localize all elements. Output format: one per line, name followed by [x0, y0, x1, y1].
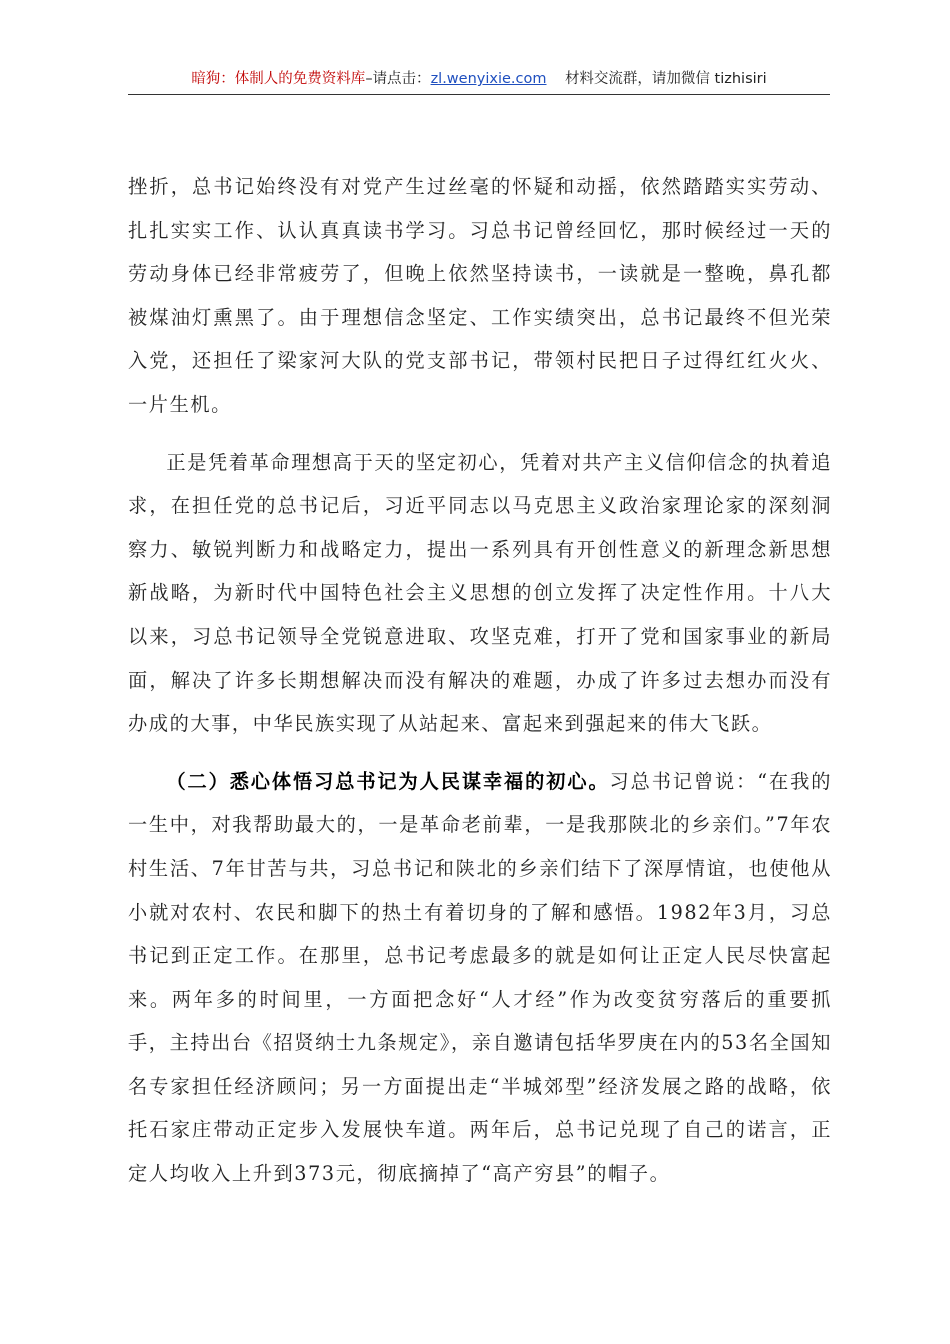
header-url-link[interactable]: zl.wenyixie.com	[430, 71, 547, 87]
paragraph-1: 挫折，总书记始终没有对党产生过丝毫的怀疑和动摇，依然踏踏实实劳动、扎扎实实工作、认认真真读书学习。习总书记曾经回忆，那时候经过一天的劳动身体已经非常疲劳了，但晚上依然坚持读书，一读就是一整晚，鼻孔都被煤油灯熏黑了。由于理想信念坚定、工作实绩突出，总书记最终不但光荣入党，还担任了梁家河大队的党支部书记，带领村民把日子过得红红火火、一片生机。	[128, 175, 832, 416]
page-header	[128, 68, 830, 95]
header-prompt: –请点击：	[365, 71, 431, 87]
paragraph-3-text: 习总书记曾说：“在我的一生中，对我帮助最大的，一是革命老前辈，一是我那陕北的乡亲们。”7年农村生活、7年甘苦与共，习总书记和陕北的乡亲们结下了深厚情谊，也使他从小就对农村、农民和脚下的热土有着切身的了解和感悟。1982年3月，习总书记到正定工作。在那里，总书记考虑最多的就是如何让正定人民尽快富起来。两年多的时间里，一方面把念好“人才经”作为改变贫穷落后的重要抓手，主持出台《招贤纳士九条规定》，亲自邀请包括华罗庚在内的53名全国知名专家担任经济顾问；另一方面提出走“半城郊型”经济发展之路的战略，依托石家庄带动正定步入发展快车道。两年后，总书记兑现了自己的诺言，正定人均收入上升到373元，彻底摘掉了“高产穷县”的帽子。	[128, 769, 833, 1186]
paragraph-3	[128, 760, 832, 1196]
paragraph-2: 正是凭着革命理想高于天的坚定初心，凭着对共产主义信仰信念的执着追求，在担任党的总书记后，习近平同志以马克思主义政治家理论家的深刻洞察力、敏锐判断力和战略定力，提出一系列具有开创性意义的新理念新思想新战略，为新时代中国特色社会主义思想的创立发挥了决定性作用。十八大以来，习总书记领导全党锐意进取、攻坚克难，打开了党和国家事业的新局面，解决了许多长期想解决而没有解决的难题，办成了许多过去想办而没有办成的大事，中华民族实现了从站起来、富起来到强起来的伟大飞跃。	[128, 450, 832, 736]
header-brand: 暗狗：体制人的免费资料库	[191, 71, 366, 87]
section-heading: （二）悉心体悟习总书记为人民谋幸福的初心。	[166, 769, 610, 793]
header-wechat-note: 材料交流群，请加微信 tizhisiri	[564, 71, 767, 87]
document-body	[128, 165, 832, 1196]
